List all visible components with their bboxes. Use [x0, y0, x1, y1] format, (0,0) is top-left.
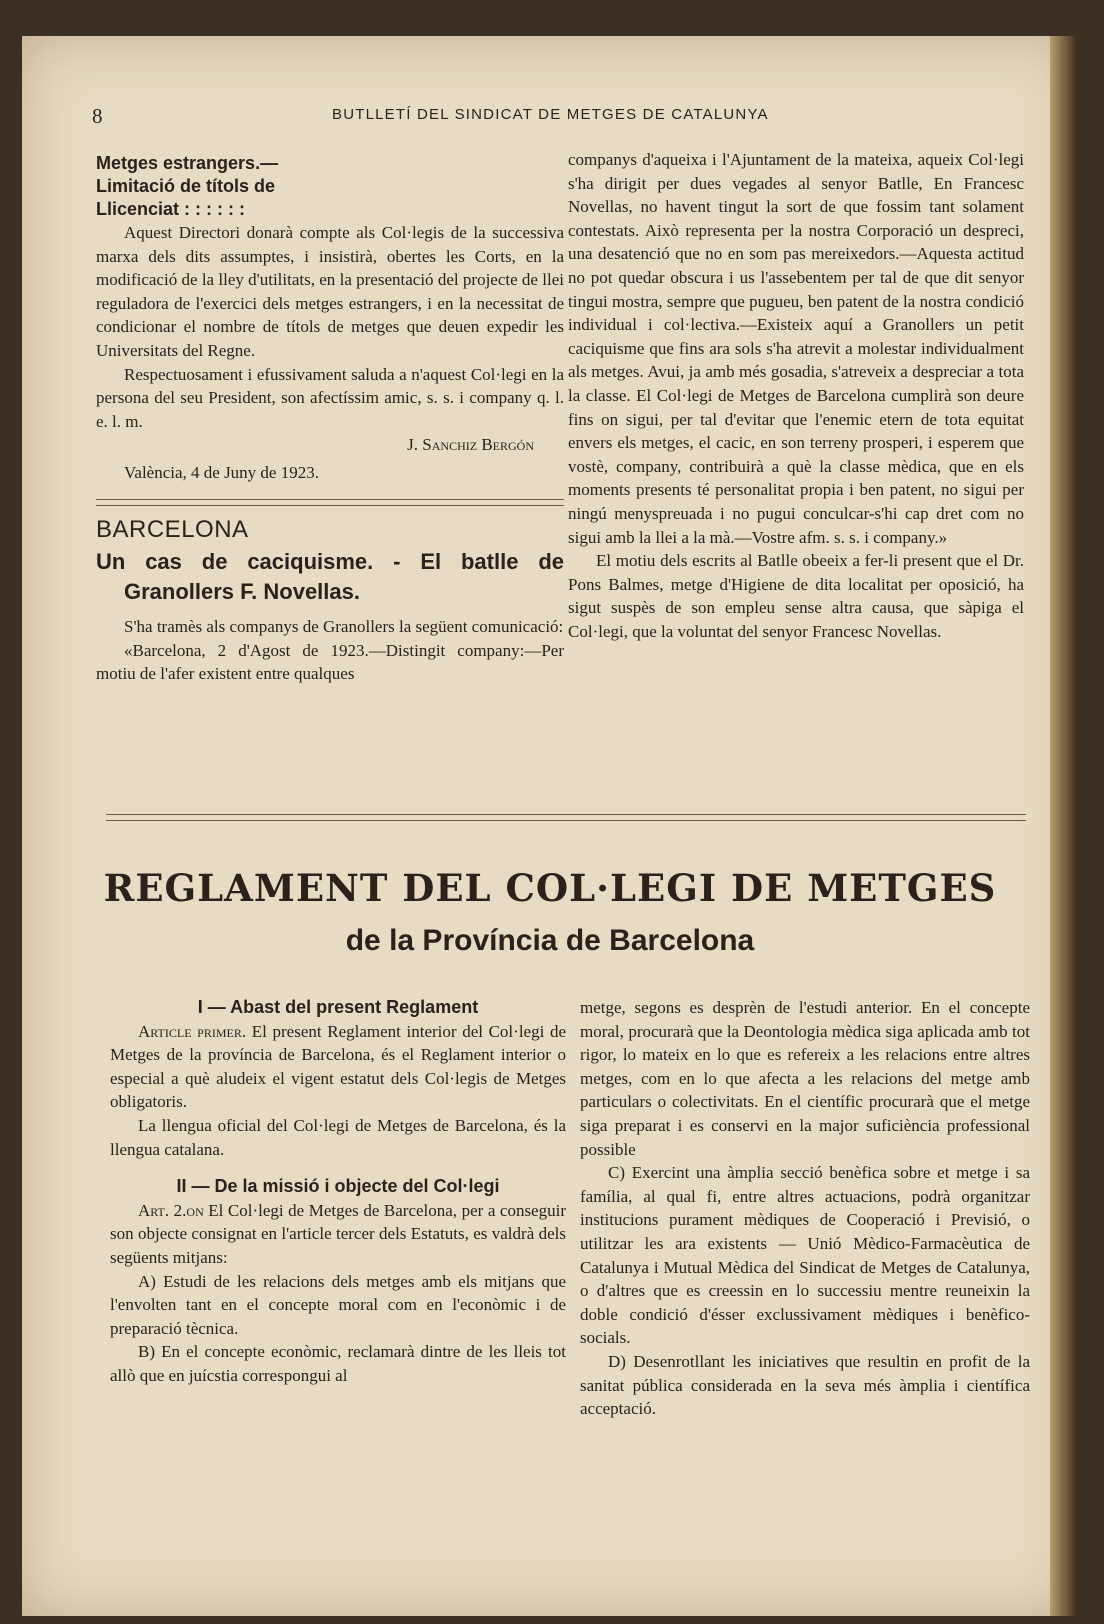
paragraph: El motiu dels escrits al Batlle obeeix a fer-li present que el Dr. Pons Balmes, metge d'Higiene de dita localitat per oposició, ha sigut suspès de son empleu sense altra causa, que sàpiga el Col·legi, que la voluntat del senyor Francesc Novellas.: [568, 551, 1024, 641]
divider: [96, 499, 564, 506]
paragraph: «Barcelona, 2 d'Agost de 1923.—Distingit company:—Per motiu de l'afer existent entre qualques: [96, 640, 564, 684]
reglament-subtitle: de la Província de Barcelona: [345, 924, 755, 957]
paragraph: S'ha tramès als companys de Granollers la següent comunicació:: [124, 617, 564, 637]
paragraph: Aquest Directori donarà compte als Col·legis de la successiva marxa dels dits assumptes, i insistirà, obertes les Corts, en la modificació de la lley d'utilitats, en la presentació del projecte de llei reguladora de l'exercici dels metges estrangers, i en la necessitat de condicionar el nombre de títols de metges que deuen expedir les Universitats del Regne.: [96, 223, 564, 360]
article-text: El Col·legi de Metges de Barcelona, per a conseguir son objecte consignat en l'article tercer dels Estatuts, es valdrà dels següents mitjans:: [110, 1200, 566, 1267]
list-item-d: D) Desenrotllant les iniciatives que resultin en profit de la sanitat pública considerada en la seva més àmplia i científica acceptació.: [580, 1351, 1030, 1419]
signature: J. Sanchiz Bergón: [407, 435, 534, 455]
section-divider: [106, 814, 1026, 821]
paragraph: metge, segons es desprèn de l'estudi anterior. En el concepte moral, procurarà que la Deontologia mèdica siga aplicada amb tot rigor, lo mateix en lo que es refereix a les relacions entre altres metges, com en lo que afecta a les relacions del metge amb particulars o colectivitats. En el científic procurarà que el metge siga preparat i es conservi en la major suficiència professional possible: [580, 998, 1030, 1159]
article-label: Art. 2.on: [138, 1200, 204, 1220]
book-spine: [1050, 36, 1078, 1616]
article-text: El present Reglament interior del Col·legi de Metges de la província de Barcelona, és el Reglament interior o especial a què aludeix el vigent estatut dels Col·legis de Metges obligatoris.: [110, 1021, 566, 1112]
list-item-c: C) Exercint una àmplia secció benèfica sobre et metge i sa família, al qual fi, entre altres actuacions, podrà organitzar institucions purament mèdiques de Cooperació i Previsió, o utilitzar les ara existents — Unió Mèdico-Farmacèutica de Catalunya i Mutual Mèdica del Sindicat de Metges de Catalunya, o d'altres que es creessin en lo successiu mentre reuneixin la doble condició d'ésser exclussivament mèdiques i benèfico-socials.: [580, 1163, 1030, 1348]
list-item-a: A) Estudi de les relacions dels metges amb els mitjans que l'envolten tant en el concepte moral com en l'econòmic i de preparació tècnica.: [110, 1271, 566, 1338]
paragraph: La llengua oficial del Col·legi de Metges de Barcelona, és la llengua catalana.: [110, 1115, 566, 1159]
document-page: [22, 36, 1078, 1616]
paragraph: Respectuosament i efussivament saluda a n'aquest Col·legi en la persona del seu President, son afectíssim amic, s. s. i company q. l. e. l. m.: [96, 364, 564, 431]
reglament-right-column: [580, 996, 1030, 1421]
running-head: [92, 104, 998, 128]
section-title-barcelona: BARCELONA: [96, 515, 249, 543]
list-item-b: B) En el concepte econòmic, reclamarà dintre de les lleis tot allò que en juícstia correspongui al: [110, 1342, 566, 1385]
left-column-top: [96, 152, 564, 686]
journal-title: BUTLLETÍ DEL SINDICAT DE METGES DE CATALUNYA: [332, 106, 769, 123]
reglament-left-column: [110, 996, 566, 1388]
section-head-abast: I — Abast del present Reglament: [197, 997, 479, 1017]
page-number: 8: [92, 104, 103, 128]
section-head-missio: II — De la missió i objecte del Col·legi: [176, 1176, 500, 1197]
reglament-title: REGLAMENT DEL COL·LEGI DE METGES: [103, 866, 997, 910]
article-label: Article primer.: [138, 1021, 247, 1041]
dateline: València, 4 de Juny de 1923.: [124, 462, 319, 482]
paragraph: companys d'aqueixa i l'Ajuntament de la mateixa, aqueix Col·legi s'ha dirigit per dues vegades al senyor Batlle, En Francesc Novellas, no havent tingut la sort de que fossim tant solament contestats. Això representa per la nostra Corporació un despreci, una desatenció que no en som pas mereixedors.—Aquesta actitud no pot quedar obscura i us l'assebentem per tal de que dit senyor tingui mostra, sempre que pugueu, ben patent de la nostra condició individual i col·lectiva.—Existeix aquí a Granollers un petit caciquisme que fins ara sols s'ha atrevit a molestar individualment als metges. Avui, ja amb més gosadia, s'atreveix a despreciar a tota la classe. El Col·legi de Metges de Barcelona cumplirà son deure fins on sigui, per tal d'evitar que l'enemic etern de tota equitat envers els metges, el cacic, en son terreny prosperi, i esperem que vostè, company, contribuirà a què la classe mèdica, que en els moments presents té personalitat propia i ben patent, no sigui per ningú menyspreuada i no pugui conculcar-s'hi cap dret com no sigui amb la llei a la mà.—Vostre afm. s. s. i company.»: [568, 150, 1024, 547]
right-column-top: [568, 148, 1024, 643]
section-heading-foreign-doctors: Metges estrangers.—Limitació de títols de Llicenciat : : : : : :: [96, 153, 279, 219]
article-title-caciquisme: Un cas de caciquisme. - El batlle de Granollers F. Novellas.: [96, 549, 564, 605]
